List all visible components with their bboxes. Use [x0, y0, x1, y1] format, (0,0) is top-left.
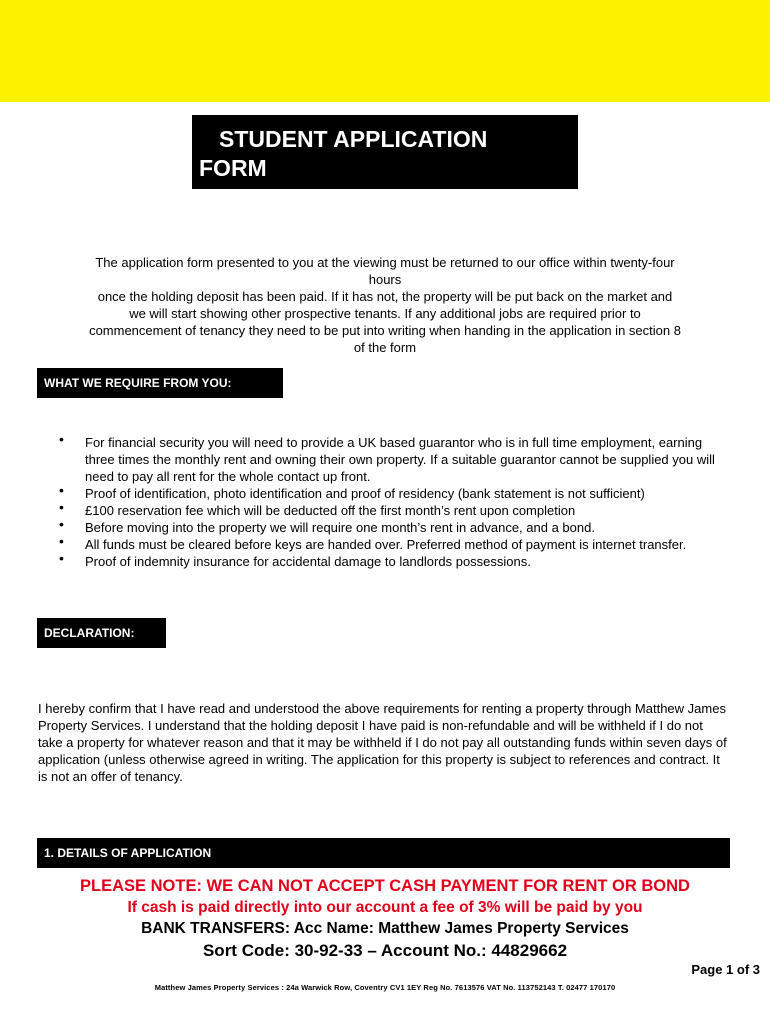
- details-heading: 1. DETAILS OF APPLICATION: [37, 838, 730, 868]
- list-item-text: For financial security you will need to provide a UK based guarantor who is in full time employment, earning three times the monthly rent and owning their own property. If a suitable guarantor cannot be supplied you will need to pay all rent for the whole contact up front.: [85, 435, 715, 484]
- list-item: [59, 550, 729, 570]
- intro-line: commencement of tenancy they need to be put into writing when handing in the application in section 8: [89, 323, 681, 338]
- list-item-text: All funds must be cleared before keys are handed over. Preferred method of payment is internet transfer.: [85, 537, 687, 552]
- top-yellow-band: [0, 0, 770, 102]
- list-item-text: Before moving into the property we will require one month’s rent in advance, and a bond.: [85, 520, 595, 535]
- list-item-text: Proof of indemnity insurance for accidental damage to landlords possessions.: [85, 554, 531, 569]
- intro-line: The application form presented to you at the viewing must be returned to our office within twenty-four: [95, 255, 675, 270]
- list-item-text: Proof of identification, photo identification and proof of residency (bank statement is not sufficient): [85, 486, 645, 501]
- footer-company-info: Matthew James Property Services : 24a Warwick Row, Coventry CV1 1EY Reg No. 7613576 VAT No. 113752143 T. 02477 170170: [154, 983, 616, 992]
- list-item: [59, 431, 729, 485]
- payment-notice: [0, 875, 770, 962]
- intro-line: we will start showing other prospective tenants. If any additional jobs are required prior to: [129, 306, 641, 321]
- bullet-icon: •: [59, 482, 64, 498]
- list-item: [59, 533, 729, 553]
- requirements-heading: WHAT WE REQUIRE FROM YOU:: [37, 368, 283, 398]
- intro-line: once the holding deposit has been paid. If it has not, the property will be put back on the market and: [97, 289, 673, 304]
- bank-account-name: BANK TRANSFERS: Acc Name: Matthew James Property Services: [141, 920, 629, 937]
- requirements-list: [59, 431, 729, 570]
- cash-fee-warning: If cash is paid directly into our account a fee of 3% will be paid by you: [127, 899, 643, 916]
- bullet-icon: •: [59, 499, 64, 515]
- cash-warning: PLEASE NOTE: WE CAN NOT ACCEPT CASH PAYMENT FOR RENT OR BOND: [80, 877, 690, 895]
- page-number: Page 1 of 3: [691, 962, 760, 977]
- intro-line: of the form: [353, 340, 417, 355]
- bank-sort-code: Sort Code: 30-92-33 – Account No.: 44829662: [202, 941, 568, 960]
- bullet-icon: •: [59, 533, 64, 549]
- form-title-line2: FORM: [199, 155, 267, 181]
- bullet-icon: •: [59, 550, 64, 566]
- list-item: [59, 499, 729, 519]
- form-title-line1: STUDENT APPLICATION: [219, 126, 488, 152]
- form-title: [192, 115, 578, 189]
- intro-paragraph: [36, 254, 734, 356]
- list-item: [59, 482, 729, 502]
- intro-line: hours: [368, 272, 402, 287]
- list-item-text: £100 reservation fee which will be deducted off the first month’s rent upon completion: [85, 503, 576, 518]
- list-item: [59, 516, 729, 536]
- bullet-icon: •: [59, 431, 64, 447]
- declaration-text: I hereby confirm that I have read and understood the above requirements for renting a property through Matthew James Property Services. I understand that the holding deposit I have paid is non-refundable and will be withheld if I do not take a property for whatever reason and that it may be withheld if I do not pay all outstanding funds within seven days of application (unless otherwise agreed in writing. The application for this property is subject to references and contract. It is not an offer of tenancy.: [38, 701, 727, 784]
- declaration-heading: DECLARATION:: [37, 618, 166, 648]
- bullet-icon: •: [59, 516, 64, 532]
